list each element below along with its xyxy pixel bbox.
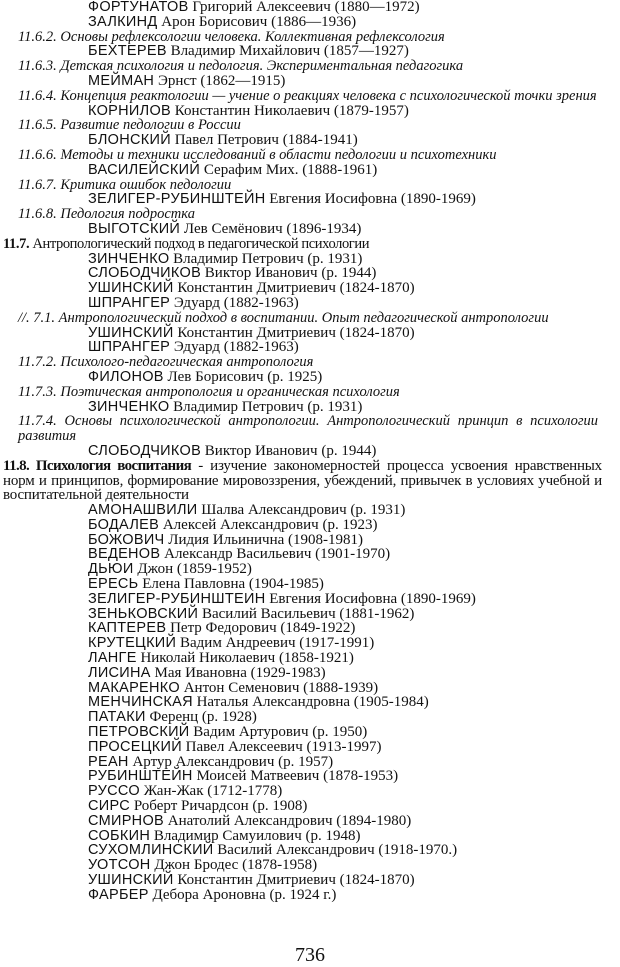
person-entry [0,592,610,607]
person-surname: КОРНИЛОВ [88,102,171,119]
person-surname: ЛАНГЕ [88,650,137,667]
person-entry [0,607,610,622]
person-surname: СЛОБОДЧИКОВ [88,265,202,282]
person-entry [0,326,610,341]
person-entry [0,0,610,15]
person-surname: МАКАРЕНКО [88,679,180,696]
person-surname: КРУТЕЦКИЙ [88,635,177,652]
person-details: Павел Петрович (1884-1941) [174,132,358,149]
person-details: Константин Дмитриевич (1824-1870) [177,872,415,889]
person-details: Петр Федорович (1849-1922) [170,620,356,637]
person-surname: ЗАЛКИНД [88,13,158,30]
person-entry [0,74,610,89]
person-surname: МЕЙМАН [88,72,155,89]
person-entry [0,266,610,281]
person-details: Шалва Александрович (р. 1931) [201,502,406,519]
person-surname: БОДАЛЕВ [88,516,160,533]
person-entry [0,769,610,784]
person-entry [0,252,610,267]
person-surname: БЕХТЕРЕВ [88,43,167,60]
person-details: Ференц (р. 1928) [149,709,257,726]
person-surname: БЛОНСКИЙ [88,132,171,149]
person-details: Арон Борисович (1886—1936) [161,13,357,30]
person-surname: ФИЛОНОВ [88,368,164,385]
person-details: Григорий Алексеевич (1880—1972) [192,0,420,15]
subsection-heading: 11.6.2. Основы рефлексологии человека. Коллективная рефлексология [18,28,445,45]
person-entry [0,163,610,178]
person-details: Артур Александрович (р. 1957) [132,753,334,770]
person-entry [0,681,610,696]
person-entry [0,577,610,592]
person-details: Владимир Михайлович (1857—1927) [170,43,409,60]
person-entry [0,281,610,296]
person-surname: ЗЕЛИГЕР-РУБИНШТЕЙН [88,191,266,208]
page-number: 736 [295,944,325,966]
subsection-heading: 11.7.4. Основы психологической антропологии. Антропологический принцип в психологии развития [18,413,598,445]
person-entry [0,843,610,858]
subsection-heading: //. 7.1. Антропологический подход в воспитании. Опыт педагогической антропологии [18,309,549,326]
person-entry [0,814,610,829]
person-surname: УШИНСКИЙ [88,280,174,297]
person-entry [0,873,610,888]
person-details: Эдуард (1882-1963) [173,294,299,311]
person-entry [0,799,610,814]
person-surname: ПАТАКИ [88,709,146,726]
person-surname: ВЕДЕНОВ [88,546,161,563]
person-entry [0,370,610,385]
person-details: Василий Васильевич (1881-1962) [201,605,415,622]
subsection-heading: 11.6.7. Критика ошибок педологии [18,176,232,193]
person-surname: ЗИНЧЕНКО [88,250,170,267]
person-details: Антон Семенович (1888-1939) [183,679,379,696]
person-details: Жан-Жак (1712-1778) [143,783,283,800]
subsection-heading: 11.7.2. Психолого-педагогическая антропология [18,354,314,371]
person-entry [0,15,610,30]
subsection-heading: 11.6.8. Педология подростка [18,206,195,223]
person-surname: МЕНЧИНСКАЯ [88,694,193,711]
person-details: Эдуард (1882-1963) [173,339,299,356]
section-description: - изучение закономерностей процесса усвоения нравственных норм и принципов, формирование мировоззрения, убеждений, привычек в условиях учебной и воспитательной деятельности [3,457,602,504]
subsection-heading: 11.6.5. Развитие педологии в России [18,117,241,134]
section-number: 11.7. [3,235,30,252]
person-surname: ФОРТУНАТОВ [88,0,189,15]
person-surname: ЛИСИНА [88,664,151,681]
person-details: Вадим Андреевич (1917-1991) [180,635,375,652]
person-details: Константин Дмитриевич (1824-1870) [177,324,415,341]
person-entry [0,740,610,755]
person-surname: ДЬЮИ [88,561,134,578]
person-details: Александр Васильевич (1901-1970) [164,546,391,563]
subsection-heading: 11.7.3. Поэтическая антропология и органическая психология [18,383,400,400]
person-details: Константин Дмитриевич (1824-1870) [177,280,415,297]
person-details: Елена Павловна (1904-1985) [142,576,324,593]
person-details: Эрнст (1862—1915) [157,72,286,89]
person-surname: ШПРАНГЕР [88,294,171,311]
section-title: Антропологический подход в педагогической психологии [32,235,370,252]
person-details: Виктор Иванович (р. 1944) [204,265,377,282]
person-details: Василий Александрович (1918-1970.) [217,842,458,859]
person-entry [0,725,610,740]
subsection-heading: 11.6.6. Методы и техники исследований в области педологии и психотехники [18,146,497,163]
person-details: Владимир Петрович (р. 1931) [173,250,363,267]
person-entry [0,562,610,577]
person-entry [0,533,610,548]
person-entry [0,888,610,903]
person-entry [0,547,610,562]
person-surname: СМИРНОВ [88,812,165,829]
person-surname: ЗЕЛИГЕР-РУБИНШТЕИН [88,590,266,607]
person-details: Евгения Иосифовна (1890-1969) [269,590,476,607]
person-entry [0,503,610,518]
person-surname: СЛОБОДЧИКОВ [88,442,202,459]
person-surname: УОТСОН [88,857,151,874]
person-surname: СУХОМЛИНСКИЙ [88,842,214,859]
person-entry [0,858,610,873]
person-surname: ЗЕНЬКОВСКИЙ [88,605,199,622]
person-details: Дебора Ароновна (р. 1924 г.) [152,886,337,903]
section-paragraph [0,459,610,503]
person-details: Наталья Александровна (1905-1984) [196,694,429,711]
person-surname: ПРОСЕЦКИЙ [88,738,182,755]
person-surname: ПЕТРОВСКИЙ [88,724,190,741]
person-details: Вадим Артурович (р. 1950) [193,724,368,741]
subsection-heading: 11.6.3. Детская психология и педология. Экспериментальная педагогика [18,58,464,75]
person-details: Константин Николаевич (1879-1957) [174,102,409,119]
person-details: Моисей Матвеевич (1878-1953) [196,768,399,785]
person-details: Роберт Ричардсон (р. 1908) [133,798,308,815]
person-details: Виктор Иванович (р. 1944) [204,442,377,459]
person-entry [0,518,610,533]
person-surname: ЗИНЧЕНКО [88,398,170,415]
person-details: Анатолий Александрович (1894-1980) [167,812,412,829]
person-surname: АМОНАШВИЛИ [88,502,198,519]
person-entry [0,695,610,710]
person-details: Владимир Самуилович (р. 1948) [153,827,361,844]
person-surname: ФАРБЕР [88,886,149,903]
section-heading [0,237,610,252]
person-surname: УШИНСКИЙ [88,872,174,889]
person-details: Джон Бродес (1878-1958) [154,857,318,874]
person-surname: ВЫГОТСКИЙ [88,220,181,237]
person-entry [0,651,610,666]
person-surname: ЕРЕСЬ [88,576,139,593]
person-details: Алексей Александрович (р. 1923) [162,516,378,533]
person-entry [0,44,610,59]
person-entry [0,400,610,415]
person-entry [0,296,610,311]
subsection-heading: 11.6.4. Концепция реактологии — учение о реакциях человека с психологической точки зрения [18,87,597,104]
person-surname: ВАСИЛЕЙСКИЙ [88,161,201,178]
person-surname: РУБИНШТЕЙН [88,768,193,785]
person-details: Лев Семёнович (1896-1934) [183,220,362,237]
person-surname: БОЖОВИЧ [88,531,165,548]
person-entry [0,666,610,681]
person-surname: СОБКИН [88,827,151,844]
person-details: Лидия Ильинична (1908-1981) [168,531,363,548]
person-details: Евгения Иосифовна (1890-1969) [269,191,476,208]
person-entry [0,636,610,651]
person-entry [0,784,610,799]
person-entry [0,104,610,119]
person-entry [0,444,610,459]
person-surname: РУССО [88,783,140,800]
person-details: Николай Николаевич (1858-1921) [140,650,354,667]
person-details: Лев Борисович (р. 1925) [167,368,323,385]
person-details: Джон (1859-1952) [137,561,252,578]
person-surname: УШИНСКИЙ [88,324,174,341]
person-surname: РЕАН [88,753,129,770]
person-entry [0,710,610,725]
person-surname: СИРС [88,798,131,815]
person-surname: ШПРАНГЕР [88,339,171,356]
person-entry [0,192,610,207]
person-entry [0,222,610,237]
person-entry [0,340,610,355]
person-surname: КАПТЕРЕВ [88,620,167,637]
person-details: Владимир Петрович (р. 1931) [173,398,363,415]
person-details: Серафим Мих. (1888-1961) [203,161,378,178]
person-details: Павел Алексеевич (1913-1997) [185,738,382,755]
person-entry [0,133,610,148]
section-heading: 11.8. Психология воспитания [3,457,192,474]
person-details: Мая Ивановна (1929-1983) [154,664,326,681]
